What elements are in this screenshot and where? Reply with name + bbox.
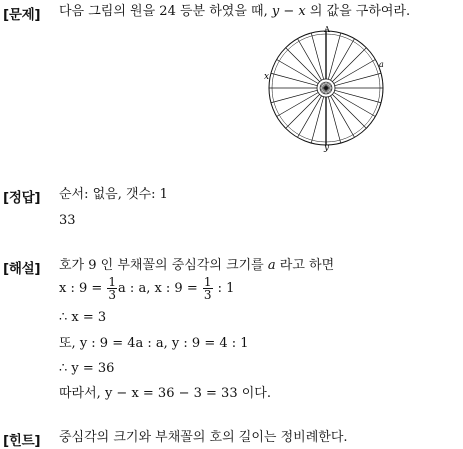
- sector-line: [328, 97, 340, 143]
- sector-line: [286, 94, 320, 128]
- explanation-tag: [해설]: [3, 261, 41, 277]
- fraction-one-third: [107, 276, 117, 301]
- problem-text-part: 다음 그림의 원을 24 등분 하였을 때,: [59, 4, 272, 19]
- numerator: 1: [108, 275, 117, 289]
- numerator: 1: [203, 275, 212, 289]
- problem-text-part: 의 값을 구하여라.: [305, 4, 411, 19]
- equation-part: a : a, x : 9 =: [118, 281, 202, 296]
- explanation-text-part: 라고 하면: [275, 258, 335, 273]
- sector-line: [332, 94, 366, 128]
- sector-line: [271, 90, 317, 102]
- sector-line: [286, 48, 320, 82]
- denominator: 3: [108, 288, 117, 302]
- sector-line: [311, 97, 323, 143]
- sector-line: [271, 73, 317, 85]
- explanation-line-2: [59, 276, 234, 302]
- explanation-text-part: 호가 9 인 부채꼴의 중심각의 크기를: [59, 258, 268, 273]
- sector-line: [328, 33, 340, 79]
- var-a: a: [267, 258, 276, 273]
- circle-figure: [261, 22, 391, 152]
- problem-tag: [문제]: [3, 7, 41, 23]
- sector-line: [332, 48, 366, 82]
- answer-tag: [정답]: [3, 190, 41, 206]
- equation-part: : 1: [213, 281, 235, 296]
- answer-line-2: 33: [59, 213, 76, 228]
- label-y: y: [324, 143, 330, 152]
- explanation-line-6: 따라서, y − x = 36 − 3 = 33 이다.: [59, 386, 271, 401]
- var-y: y: [271, 4, 280, 19]
- explanation-line-3: ∴ x = 3: [59, 310, 107, 325]
- equation-part: x : 9 =: [59, 281, 107, 296]
- sector-line: [335, 73, 381, 85]
- explanation-line-1: [59, 258, 334, 274]
- label-A: A: [324, 25, 330, 34]
- hint-text: 중심각의 크기와 부채꼴의 호의 길이는 정비례한다.: [59, 430, 348, 445]
- answer-line-1: 순서: 없음, 갯수: 1: [59, 187, 168, 202]
- center-point: [324, 86, 328, 90]
- explanation-line-4: 또, y : 9 = 4a : a, y : 9 = 4 : 1: [59, 336, 249, 351]
- hint-tag: [힌트]: [3, 433, 41, 449]
- fraction-one-third: [203, 276, 213, 301]
- denominator: 3: [203, 288, 212, 302]
- minus-sign: −: [279, 4, 299, 19]
- var-x: x: [298, 4, 306, 19]
- explanation-line-5: ∴ y = 36: [59, 361, 115, 376]
- problem-text: [59, 4, 410, 20]
- sector-line: [335, 90, 381, 102]
- sector-line: [311, 33, 323, 79]
- label-x: x: [264, 72, 270, 82]
- label-a: a: [379, 60, 384, 69]
